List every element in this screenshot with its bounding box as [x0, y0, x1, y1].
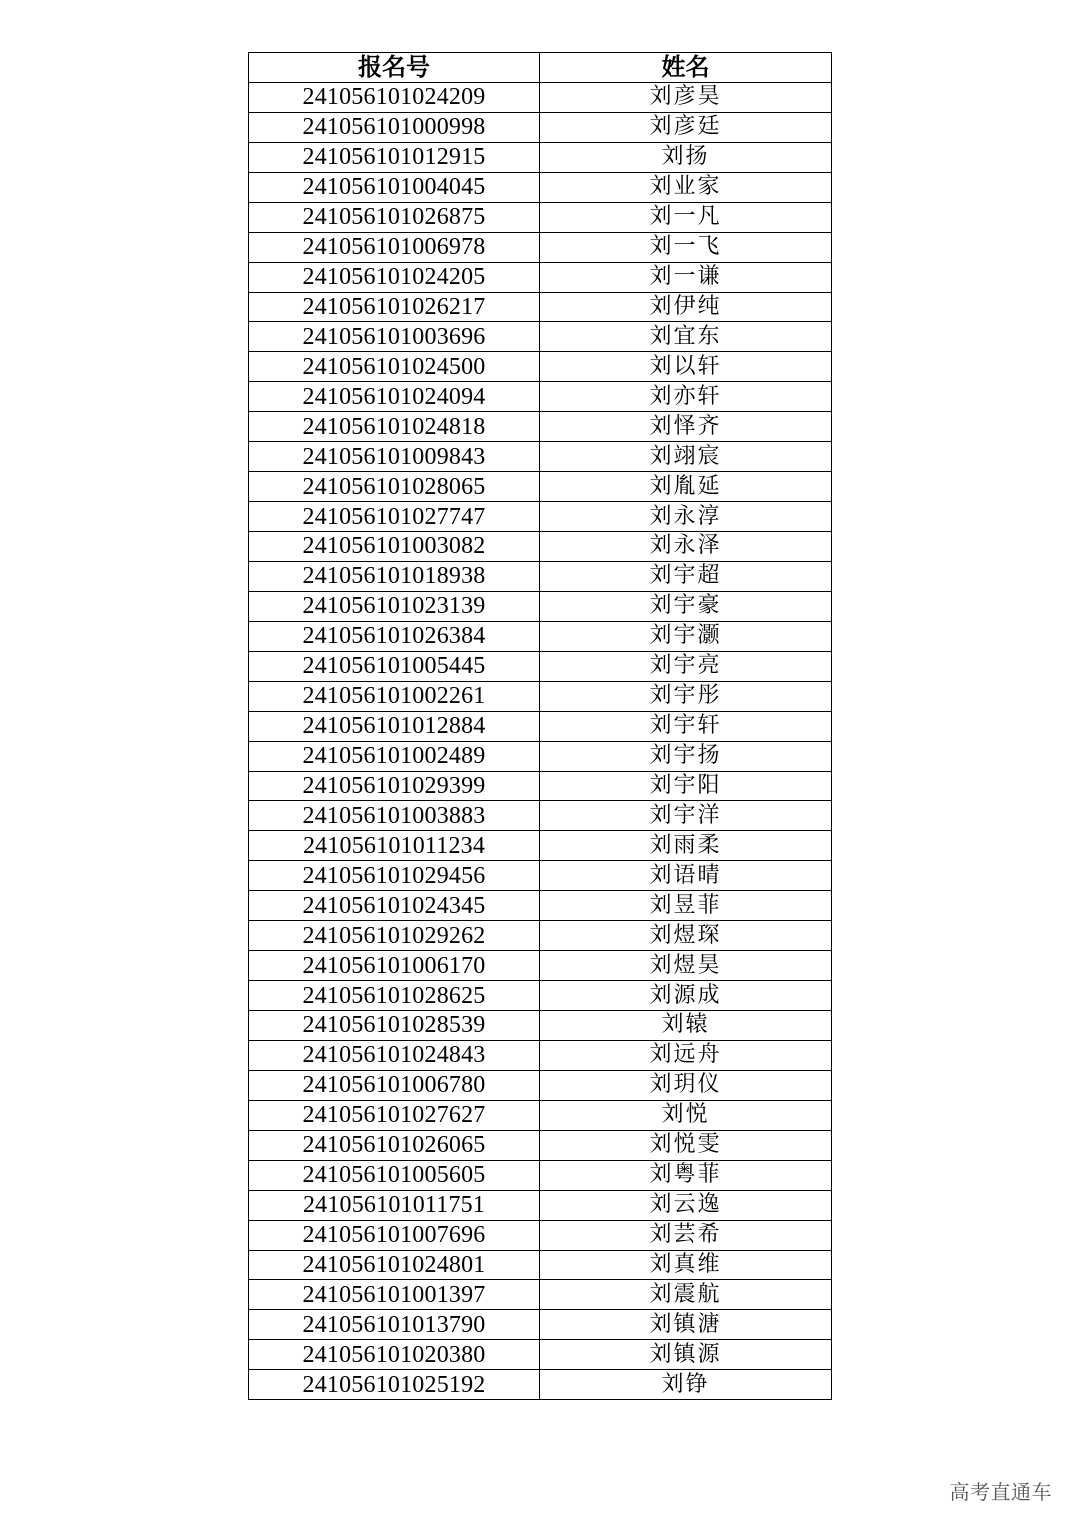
registration-number-cell: 241056101027747: [249, 502, 540, 532]
registration-number-cell: 241056101005445: [249, 651, 540, 681]
table-row: [249, 1011, 832, 1041]
table-row: [249, 771, 832, 801]
registration-number-cell: 241056101009843: [249, 442, 540, 472]
name-cell: 刘宇灏: [540, 621, 832, 651]
registration-number-cell: 241056101003696: [249, 322, 540, 352]
name-cell: 刘业家: [540, 172, 832, 202]
registration-number-cell: 241056101001397: [249, 1280, 540, 1310]
name-cell: 刘亦轩: [540, 382, 832, 412]
registration-number-cell: 241056101003082: [249, 532, 540, 562]
name-cell: 刘镇源: [540, 1340, 832, 1370]
table-row: [249, 472, 832, 502]
name-cell: 刘宇洋: [540, 801, 832, 831]
name-cell: 刘翊宸: [540, 442, 832, 472]
registration-number-cell: 241056101025192: [249, 1370, 540, 1400]
name-cell: 刘一谦: [540, 262, 832, 292]
registration-number-cell: 241056101029399: [249, 771, 540, 801]
table-row: [249, 801, 832, 831]
name-cell: 刘宇超: [540, 561, 832, 591]
name-cell: 刘煜昊: [540, 951, 832, 981]
registration-number-cell: 241056101018938: [249, 561, 540, 591]
name-cell: 刘语晴: [540, 861, 832, 891]
name-cell: 刘煜琛: [540, 921, 832, 951]
name-cell: 刘真维: [540, 1250, 832, 1280]
name-cell: 刘宇轩: [540, 711, 832, 741]
registration-number-cell: 241056101028065: [249, 472, 540, 502]
name-cell: 刘一飞: [540, 232, 832, 262]
registration-number-cell: 241056101027627: [249, 1100, 540, 1130]
name-cell: 刘远舟: [540, 1040, 832, 1070]
table-row: [249, 232, 832, 262]
registration-number-cell: 241056101024094: [249, 382, 540, 412]
registration-number-cell: 241056101029262: [249, 921, 540, 951]
registration-number-cell: 241056101011751: [249, 1190, 540, 1220]
registration-number-cell: 241056101002261: [249, 681, 540, 711]
table-row: [249, 891, 832, 921]
table-row: [249, 292, 832, 322]
registration-number-cell: 241056101026065: [249, 1130, 540, 1160]
name-cell: 刘以轩: [540, 352, 832, 382]
column-header-registration-number: 报名号: [249, 53, 540, 83]
table-row: [249, 1070, 832, 1100]
table-row: [249, 172, 832, 202]
name-cell: 刘永淳: [540, 502, 832, 532]
registration-number-cell: 241056101006780: [249, 1070, 540, 1100]
name-cell: 刘宇扬: [540, 741, 832, 771]
table-row: [249, 142, 832, 172]
registration-number-cell: 241056101020380: [249, 1340, 540, 1370]
registration-number-cell: 241056101024500: [249, 352, 540, 382]
table-row: [249, 352, 832, 382]
table-row: [249, 681, 832, 711]
registration-number-cell: 241056101029456: [249, 861, 540, 891]
name-cell: 刘粤菲: [540, 1160, 832, 1190]
registration-number-cell: 241056101002489: [249, 741, 540, 771]
table-row: [249, 82, 832, 112]
table-row: [249, 412, 832, 442]
name-cell: 刘云逸: [540, 1190, 832, 1220]
registration-number-cell: 241056101011234: [249, 831, 540, 861]
table-row: [249, 1040, 832, 1070]
name-cell: 刘镇溏: [540, 1310, 832, 1340]
name-cell: 刘一凡: [540, 202, 832, 232]
table-row: [249, 1220, 832, 1250]
registration-number-cell: 241056101006978: [249, 232, 540, 262]
name-cell: 刘震航: [540, 1280, 832, 1310]
registration-number-cell: 241056101004045: [249, 172, 540, 202]
name-cell: 刘扬: [540, 142, 832, 172]
table-row: [249, 322, 832, 352]
column-header-name: 姓名: [540, 53, 832, 83]
registration-number-cell: 241056101028539: [249, 1011, 540, 1041]
name-cell: 刘芸希: [540, 1220, 832, 1250]
table-row: [249, 1370, 832, 1400]
registration-number-cell: 241056101007696: [249, 1220, 540, 1250]
registration-number-cell: 241056101012915: [249, 142, 540, 172]
name-cell: 刘彦廷: [540, 112, 832, 142]
registration-number-cell: 241056101023139: [249, 591, 540, 621]
table-row: [249, 442, 832, 472]
table-row: [249, 1280, 832, 1310]
table-row: [249, 1190, 832, 1220]
registration-number-cell: 241056101003883: [249, 801, 540, 831]
table-row: [249, 1250, 832, 1280]
registration-number-cell: 241056101026384: [249, 621, 540, 651]
table-row: [249, 112, 832, 142]
name-cell: 刘彦昊: [540, 82, 832, 112]
table-row: [249, 951, 832, 981]
header-row: [249, 53, 832, 83]
watermark-source: 高考直通车: [949, 1480, 1052, 1504]
table-row: [249, 1160, 832, 1190]
name-cell: 刘悦: [540, 1100, 832, 1130]
table-row: [249, 1100, 832, 1130]
registration-number-cell: 241056101000998: [249, 112, 540, 142]
table-row: [249, 1310, 832, 1340]
table-row: [249, 981, 832, 1011]
roster-body: [249, 82, 832, 1399]
table-row: [249, 741, 832, 771]
name-cell: 刘玥仪: [540, 1070, 832, 1100]
registration-number-cell: 241056101024801: [249, 1250, 540, 1280]
table-row: [249, 711, 832, 741]
name-cell: 刘永泽: [540, 532, 832, 562]
name-cell: 刘伊纯: [540, 292, 832, 322]
name-cell: 刘雨柔: [540, 831, 832, 861]
name-cell: 刘辕: [540, 1011, 832, 1041]
registration-number-cell: 241056101024209: [249, 82, 540, 112]
table-row: [249, 651, 832, 681]
name-cell: 刘悦雯: [540, 1130, 832, 1160]
registration-number-cell: 241056101024345: [249, 891, 540, 921]
name-cell: 刘宇彤: [540, 681, 832, 711]
name-cell: 刘宇豪: [540, 591, 832, 621]
roster-table: [248, 52, 832, 1400]
name-cell: 刘宜东: [540, 322, 832, 352]
table-row: [249, 382, 832, 412]
table-row: [249, 861, 832, 891]
registration-number-cell: 241056101024818: [249, 412, 540, 442]
table-row: [249, 262, 832, 292]
table-row: [249, 831, 832, 861]
name-cell: 刘铮: [540, 1370, 832, 1400]
table-row: [249, 1340, 832, 1370]
registration-number-cell: 241056101028625: [249, 981, 540, 1011]
name-cell: 刘胤延: [540, 472, 832, 502]
registration-number-cell: 241056101013790: [249, 1310, 540, 1340]
table-row: [249, 502, 832, 532]
registration-number-cell: 241056101024205: [249, 262, 540, 292]
table-row: [249, 532, 832, 562]
table-row: [249, 561, 832, 591]
table-row: [249, 921, 832, 951]
table-row: [249, 591, 832, 621]
registration-number-cell: 241056101005605: [249, 1160, 540, 1190]
registration-number-cell: 241056101012884: [249, 711, 540, 741]
registration-number-cell: 241056101026217: [249, 292, 540, 322]
name-cell: 刘源成: [540, 981, 832, 1011]
table-row: [249, 1130, 832, 1160]
name-cell: 刘昱菲: [540, 891, 832, 921]
name-cell: 刘宇阳: [540, 771, 832, 801]
registration-number-cell: 241056101024843: [249, 1040, 540, 1070]
name-cell: 刘宇亮: [540, 651, 832, 681]
table-row: [249, 621, 832, 651]
registration-number-cell: 241056101006170: [249, 951, 540, 981]
table-row: [249, 202, 832, 232]
registration-number-cell: 241056101026875: [249, 202, 540, 232]
name-cell: 刘怿齐: [540, 412, 832, 442]
